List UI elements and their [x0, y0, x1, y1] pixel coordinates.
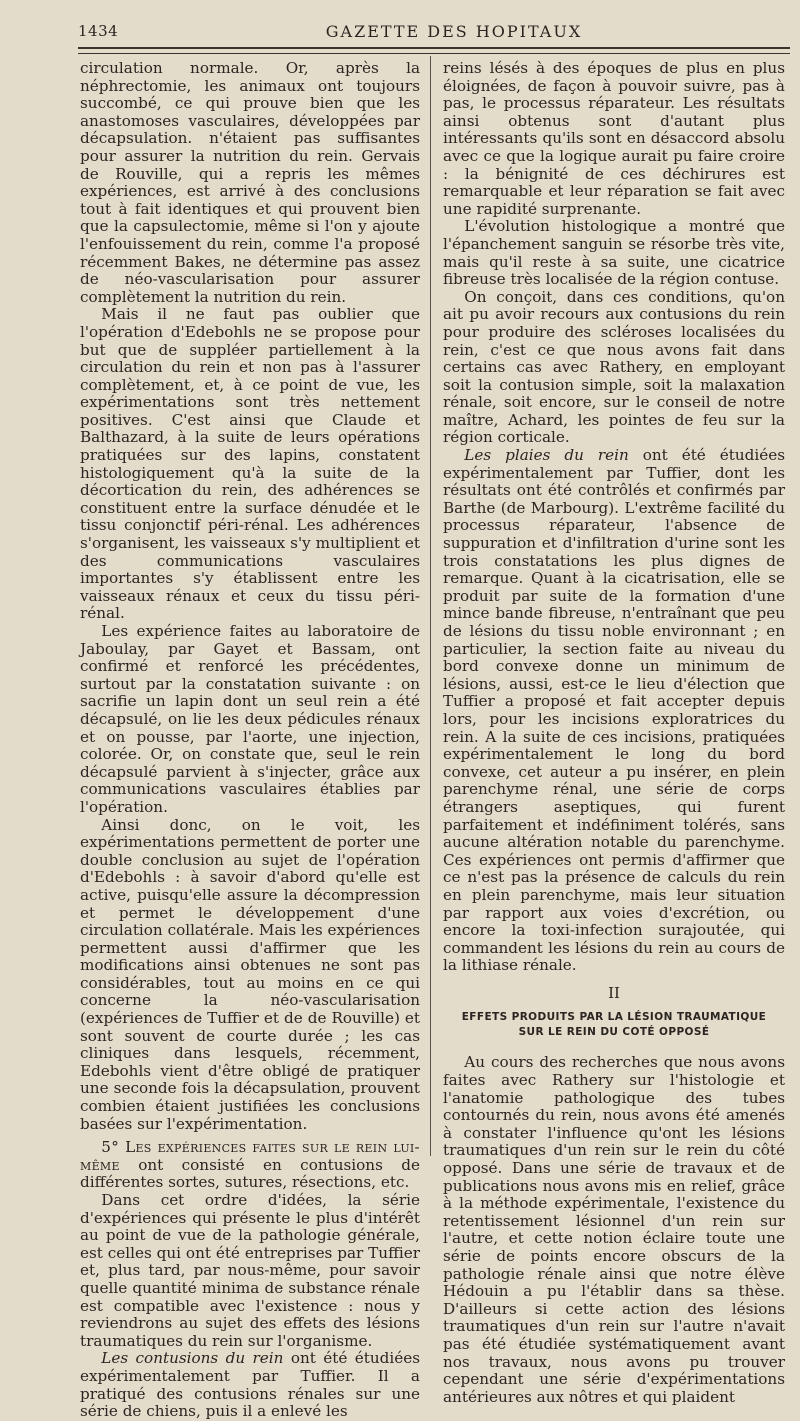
header-rule-thin	[78, 53, 790, 54]
paragraph-rest: ont consisté en contusions de différentes sortes, sutures, résections, etc.	[80, 1155, 420, 1192]
section-title-line: SUR LE REIN DU COTÉ OPPOSÉ	[518, 1026, 710, 1039]
italic-lead: Les plaies du rein	[464, 446, 629, 465]
paragraph: Les expérience faites au laboratoire de Jaboulay, par Gayet et Bassam, ont confirmé et renforcé les précédentes, surtout par la constatation suivante : on sacrifie un lapin dont un seul rein a été décapsulé, on lie les deux pédicules rénaux et on pousse, par l'aorte, une injection, colorée. Or, on constate que, seul le rein décapsulé parvient à s'injecter, grâce aux communications vasculaires établies par l'opération.	[80, 622, 420, 816]
paragraph-numbered	[80, 1139, 420, 1192]
paragraph: Dans cet ordre d'idées, la série d'expériences qui présente le plus d'intérêt au point de vue de la pathologie générale, est celles qui ont été entreprises par Tuffier et, plus tard, par nous-même, pour savoir quelle quantité minima de substance rénale est compatible avec l'existence : nous y reviendrons au sujet des effets des lésions traumatiques du rein sur l'organisme.	[80, 1191, 420, 1350]
paragraph: reins lésés à des époques de plus en plus éloignées, de façon à pouvoir suivre, pas à pas, le processus réparateur. Les résultats ainsi obtenus sont d'autant plus intéressants qu'ils sont en désaccord absolu avec ce que la logique aurait pu faire croire : la bénignité de ces déchirures est remarquable et leur réparation se fait avec une rapidité surprenante.	[443, 59, 785, 218]
numbered-lead: 5° Les expériences faites sur le rein lui-même	[80, 1138, 420, 1174]
paragraph: Mais il ne faut pas oublier que l'opération d'Edebohls ne se propose pour but que de suppléer partiellement à la circulation du rein et non pas à l'assurer complètement, et, à ce point de vue, les expérimentations sont très nettement positives. C'est ainsi que Claude et Balthazard, à la suite de leurs opérations pratiquées sur des lapins, constatent histologiquement qu'à la suite de la décortication du rein, des adhérences se constituent entre la surface dénudée et le tissu conjonctif péri-rénal. Les adhérences s'organisent, les vaisseaux s'y multiplient et des communications vasculaires importantes s'y établissent entre les vaisseaux rénaux et ceux du tissu péri-rénal.	[80, 305, 420, 623]
page-header	[78, 20, 790, 42]
page-number: 1434	[78, 22, 119, 40]
italic-lead: Les contusions du rein	[101, 1349, 284, 1368]
column-divider	[430, 56, 431, 1156]
paragraph-rest: ont été étudiées expérimentalement par Tuffier. Il a pratiqué des contusions rénales sur une série de chiens, puis il a enlevé les	[80, 1349, 420, 1421]
left-column	[80, 60, 420, 1421]
section-title	[443, 1010, 785, 1040]
section-number: II	[608, 983, 620, 1002]
paragraph: Ainsi donc, on le voit, les expérimentations permettent de porter une double conclusion au sujet de l'opération d'Edebohls : à savoir d'abord qu'elle est active, puisqu'elle assure la décompression et permet le développement d'une circulation collatérale. Mais les expériences permettent aussi d'affirmer que les modifications ainsi obtenues ne sont pas considérables, tout au moins en ce qui concerne la néo-vascularisation (expériences de Tuffier et de de Rouville) et sont souvent de courte durée ; les cas cliniques dans lesquels, récemment, Edebohls vient d'être obligé de pratiquer une seconde fois la décapsulation, prouvent combien étaient justifiées les conclusions basées sur l'expérimentation.	[80, 815, 420, 1133]
paragraph: Au cours des recherches que nous avons faites avec Rathery sur l'histologie et l'anatomie pathologique des tubes contournés du rein, nous avons été amenés à constater l'influence qu'ont les lésions traumatiques d'un rein sur le rein du côté opposé. Dans une série de travaux et de publications nous avons mis en relief, grâce à la méthode expérimentale, l'existence du retentissement lésionnel d'un rein sur l'autre, et cette notion éclaire toute une série de points encore obscurs de la pathologie rénale ainsi que notre élève Hédouin a pu l'établir dans sa thèse. D'ailleurs si cette action des lésions traumatiques d'un rein sur l'autre n'avait pas été étudiée systématiquement avant nos travaux, nous avons pu trouver cependant une série d'expérimentations antérieures aux nôtres et qui plaident	[443, 1053, 785, 1406]
journal-title: GAZETTE DES HOPITAUX	[325, 22, 583, 41]
header-rule-thick	[78, 47, 790, 49]
right-column	[443, 60, 785, 1406]
paragraph-rest: ont été étudiées expérimentalement par Tuffier, dont les résultats ont été contrôlés et confirmés par Barthe (de Marbourg). L'extrême facilité du processus réparateur, l'absence de suppuration et d'infiltration d'urine sont les trois constatations les plus dignes de remarque. Quant à la cicatrisation, elle se produit par suite de la formation d'une mince bande fibreuse, n'entraînant que peu de lésions du tissu noble environnant ; en particulier, la section faite au niveau du bord convexe donne un minimum de lésions, aussi, est-ce le lieu d'élection que Tuffier a proposé et fait accepter depuis lors, pour les incisions exploratrices du rein. A la suite de ces incisions, pratiquées expérimentalement le long du bord convexe, cet auteur a pu insérer, en plein parenchyme rénal, une série de corps étrangers aseptiques, qui furent parfaitement et indéfiniment tolérés, sans aucune altération notable du parenchyme. Ces expériences ont permis d'affirmer que ce n'est pas la présence de calculs du rein en plein parenchyme, mais leur situation par rapport aux voies d'excrétion, ou encore la toxi-infection surajoutée, qui commandent les lésions du rein au cours de la lithiase rénale.	[443, 446, 785, 975]
paragraph: circulation normale. Or, après la néphrectomie, les animaux ont toujours succombé, ce qui prouve bien que les anastomoses vasculaires, développées par décapsulation. n'étaient pas suffisantes pour assurer la nutrition du rein. Gervais de Rouville, qui a repris les mêmes expériences, est arrivé à des conclusions tout à fait identiques et qui prouvent bien que la capsulectomie, même si l'on y ajoute l'enfouissement du rein, comme l'a proposé récemment Bakes, ne détermine pas assez de néo-vascularisation pour assurer complètement la nutrition du rein.	[80, 59, 420, 306]
section-title-line: EFFETS PRODUITS PAR LA LÉSION TRAUMATIQUE	[461, 1011, 767, 1024]
paragraph: On conçoit, dans ces conditions, qu'on ait pu avoir recours aux contusions du rein pour produire des scléroses localisées du rein, c'est ce que nous avons fait dans certains cas avec Rathery, en employant soit la contusion simple, soit la malaxation rénale, soit encore, sur le conseil de notre maître, Achard, les pointes de feu sur la région corticale.	[443, 287, 785, 447]
paragraph-italic-lead	[443, 447, 785, 975]
paragraph: L'évolution histologique a montré que l'épanchement sanguin se résorbe très vite, mais qu'il reste à sa suite, une cicatrice fibreuse très localisée de la région contuse.	[443, 217, 785, 289]
paragraph-italic-lead	[80, 1350, 420, 1420]
